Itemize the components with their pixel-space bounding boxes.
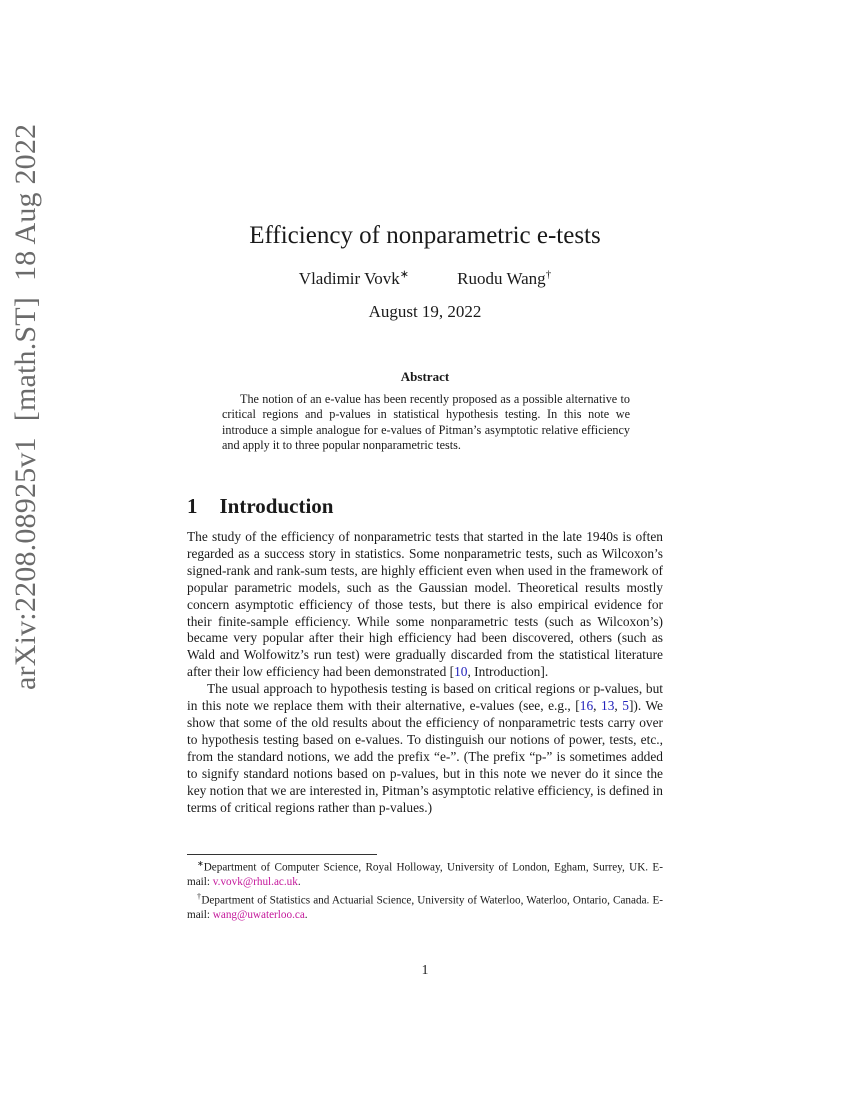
footnote-affiliation-wang [187,890,663,922]
author-name: Vladimir Vovk [298,268,400,288]
footnote-end: . [297,875,301,888]
arxiv-id: arXiv:2208.08925v1 [9,437,42,690]
citation-link[interactable]: 10 [454,664,468,680]
arxiv-date: 18 Aug 2022 [9,123,42,281]
footnote-divider [187,854,377,855]
author-name: Ruodu Wang [457,268,546,288]
author-list [0,267,850,289]
section-title: Introduction [219,494,334,518]
author-footnote-mark[interactable]: ∗ [399,268,409,280]
arxiv-side-identifier [4,123,48,690]
author-vovk [299,269,409,288]
arxiv-category: [math.ST] [9,296,42,422]
citation-separator: , [614,698,623,714]
paper-title: Efficiency of nonparametric e-tests [249,222,601,249]
paragraph-1 [187,529,663,681]
paragraph-text: , Introduction]. [467,664,549,680]
paragraph-text: The usual approach to hypothesis testing is based on critical regions or p-values, but in this note we replace them with their alternative, e-values (see, e.g., [ [187,681,663,714]
citation-link[interactable]: 16 [579,698,594,714]
footnote-text: Department of Statistics and Actuarial Science, University of Waterloo, Waterloo, Ontario, Canada. E-mail: [187,894,664,922]
citation-link[interactable]: 5 [622,698,629,714]
footnote-mark: ∗ [197,859,204,868]
footnote-end: . [304,909,308,922]
author-wang [457,269,551,288]
author-footnote-mark[interactable]: † [545,268,552,280]
citation-link[interactable]: 13 [601,698,615,714]
paper-date: August 19, 2022 [368,302,482,321]
email-link[interactable]: wang@uwaterloo.ca [212,909,305,922]
paragraph-2 [187,681,663,816]
paragraph-text: ]). We show that some of the old results about the efficiency of nonparametric tests carry over to hypothesis testing based on e-values. To distinguish our notions of power, tests, etc., from the standard notions, we add the prefix “e-”. (The prefix “p-” is sometimes added to signify standard notions based on p-values, but in this note we never do it since the key notion that we are interested in, Pitman’s asymptotic relative efficiency, is defined in terms of critical regions rather than p-values.) [187,698,663,815]
section-number: 1 [187,494,198,518]
abstract-heading: Abstract [400,369,450,384]
section-body [187,529,663,816]
page-number: 1 [421,962,429,977]
section-heading [187,494,333,519]
footnote-text: Department of Computer Science, Royal Holloway, University of London, Egham, Surrey, UK. E-mail: [187,861,663,888]
email-link[interactable]: v.vovk@rhul.ac.uk [212,875,298,888]
footnote-mark: † [197,892,202,902]
citation-separator: , [593,698,601,714]
paragraph-text: The study of the efficiency of nonparametric tests that started in the late 1940s is often regarded as a success story in statistics. Some nonparametric tests, such as Wilcoxon’s signed-rank and rank-sum tests, are highly efficient even when used in the framework of popular parametric models, such as the Gaussian model. Theoretical results mostly concern asymptotic efficiency of those tests, but there is also empirical evidence for their finite-sample efficiency. While some nonparametric tests (such as Wilcoxon’s) became very popular after their high efficiency had been discovered, others (such as Wald and Wolfowitz’s run test) were gradually discarded from the statistical literature after their low efficiency had been demonstrated [ [187,529,663,680]
abstract-text: The notion of an e-value has been recently proposed as a possible alternative to critical regions and p-values in statistical hypothesis testing. In this note we introduce a simple analogue for e-values of Pitman’s asymptotic relative efficiency and apply it to three popular nonparametric tests. [222,392,630,452]
footnotes [187,857,663,923]
footnote-affiliation-vovk [187,857,663,889]
